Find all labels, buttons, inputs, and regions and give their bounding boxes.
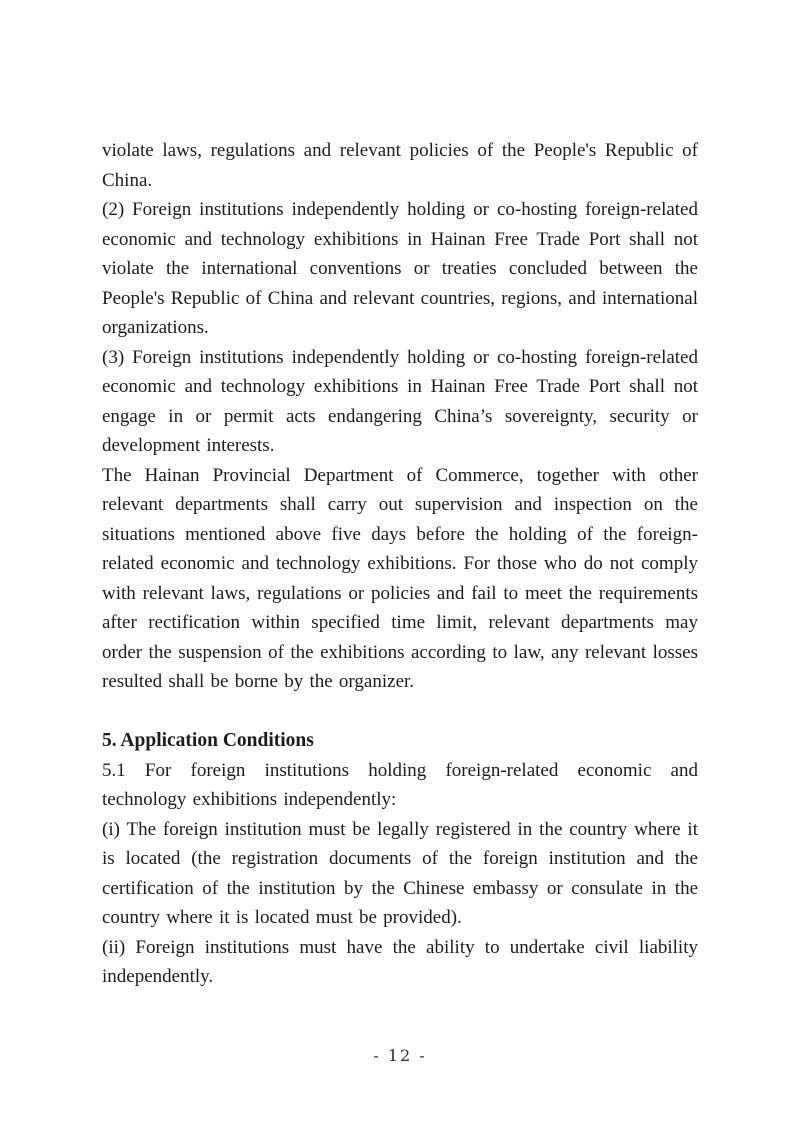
- paragraph-condition-ii: (ii) Foreign institutions must have the ability to undertake civil liability independently.: [102, 936, 698, 987]
- page-text-block: [102, 136, 698, 992]
- paragraph-item-3: (3) Foreign institutions independently holding or co-hosting foreign-related economic and technology exhibitions in Hainan Free Trade Port shall not engage in or permit acts endangering China’s sovereignty, security or development interests.: [102, 346, 698, 456]
- paragraph-5-1: 5.1 For foreign institutions holding foreign-related economic and technology exhibitions independently:: [102, 759, 698, 810]
- section-heading-application-conditions: 5. Application Conditions: [102, 730, 314, 751]
- page-number: - 12 -: [373, 1046, 427, 1065]
- paragraph-supervision: The Hainan Provincial Department of Commerce, together with other relevant departments shall carry out supervision and inspection on the situations mentioned above five days before the holding of the foreign-related economic and technology exhibitions. For those who do not comply with relevant laws, regulations or policies and fail to meet the requirements after rectification within specified time limit, relevant departments may order the suspension of the exhibitions according to law, any relevant losses resulted shall be borne by the organizer.: [102, 464, 698, 692]
- paragraph-continuation: violate laws, regulations and relevant policies of the People's Republic of China.: [102, 140, 698, 191]
- paragraph-item-2: (2) Foreign institutions independently holding or co-hosting foreign-related economic and technology exhibitions in Hainan Free Trade Port shall not violate the international conventions or treaties concluded between the People's Republic of China and relevant countries, regions, and international organizations.: [102, 199, 698, 338]
- paragraph-condition-i: (i) The foreign institution must be legally registered in the country where it is located (the registration documents of the foreign institution and the certification of the institution by the Chinese embassy or consulate in the country where it is located must be provided).: [102, 818, 698, 928]
